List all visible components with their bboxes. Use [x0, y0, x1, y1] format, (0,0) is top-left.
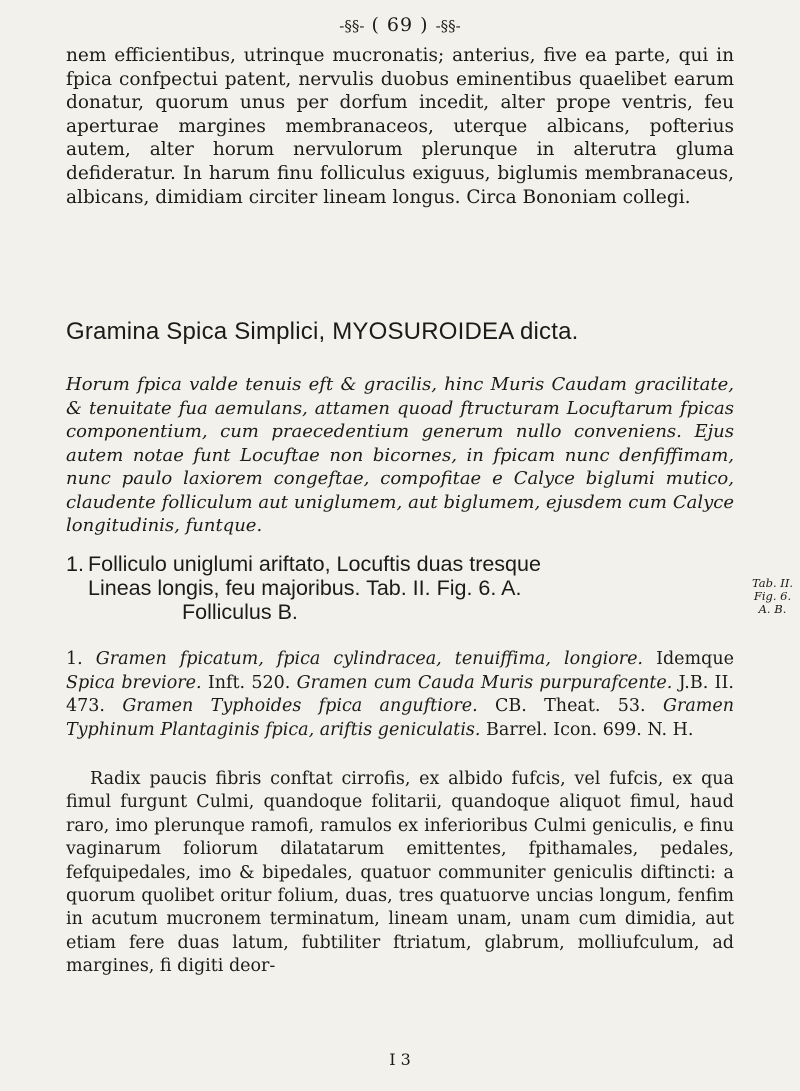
header-ornament-right: -§§- [435, 17, 461, 35]
synonym-name-4: Gramen Typhoides fpica anguftiore. [122, 696, 478, 716]
species-entry-line-1 [66, 552, 666, 576]
margin-note-line-2: A. B. [758, 602, 787, 616]
synonym-ref-1: Idemque [656, 649, 734, 669]
synonym-number: 1. [66, 649, 83, 669]
synonym-ref-4: CB. Theat. 53. [494, 696, 646, 716]
margin-note [745, 577, 800, 616]
page-number: ( 69 ) [371, 14, 429, 36]
root-description: Radix paucis fibris conftat cirrofis, ex albido fufcis, vel fufcis, ex qua fimul furgunt Culmi, quandoque folitarii, quandoque aliquot fimul, haud raro, imo plerunque ramofi, ramulos ex inferioribus Culmi geniculis, e finu vaginarum foliorum dilatatarum emittentes, fpithamales, pedales, fefquipedales, imo & bipedales, quatuor communiter geniculis diftincti: a quorum quolibet oritur folium, duas, tres quatuorve uncias longum, fenfim in acutum mucronem terminatum, lineam unam, unam cum dimidia, aut etiam fere duas latum, fubtiliter ftriatum, glabrum, molliufculum, ad margines, fi digiti deor- [66, 769, 734, 977]
species-entry [66, 552, 666, 624]
synonym-name-3: Gramen cum Cauda Muris purpurafcente. [296, 672, 673, 693]
species-entry-number: 1. [66, 552, 84, 576]
synonym-ref-5: Barrel. Icon. 699. N. H. [486, 719, 694, 740]
species-entry-text-1: Folliculo uniglumi ariftato, Locuftis duas tresque [88, 552, 541, 576]
signature-mark: I 3 [389, 1050, 411, 1069]
margin-note-line-1: Tab. II. Fig. 6. [751, 576, 794, 603]
paragraph-continuation: nem efficientibus, utrinque mucronatis; anterius, five ea parte, qui in fpica confpectui patent, nervulis duobus eminentibus quaelibet earum donatur, quorum unus per dorfum incedit, alter prope ventris, feu aperturae margines membranaceos, uterque albicans, pofterius autem, alter horum nervulorum plerunque in alterutra gluma defideratur. In harum finu folliculus exiguus, biglumis membranaceus, albicans, dimidiam circiter lineam longus. Circa Bononiam collegi. [66, 45, 734, 208]
synonym-ref-2: Inft. 520. [207, 672, 291, 693]
genus-description: Horum fpica valde tenuis eft & gracilis, hinc Muris Caudam gracilitate, & tenuitate fua aemulans, attamen quoad ftructuram Locuftarum fpicas componentium, cum praecedentium generum nullo conveniens. Ejus autem notae funt Locuftae non bicornes, in fpicam nunc denfiffimam, nunc paulo laxiorem congeftae, compofitae e Calyce biglumi mutico, claudente folliculum aut uniglumem, aut biglumem, ejusdem cum Calyce longitudinis, funtque. [66, 374, 734, 536]
page-header [0, 14, 800, 36]
synonym-name-5: Gramen Typhinum Plantaginis fpica, ariftis geniculatis. [66, 696, 734, 740]
synonym-ref-3: J.B. II. 473. [66, 672, 734, 716]
synonym-name-2: Spica breviore. [66, 672, 202, 693]
species-entry-line-3: Folliculus B. [182, 600, 298, 624]
synonym-name-1: Gramen fpicatum, fpica cylindracea, tenuiffima, longiore. [95, 649, 643, 669]
section-heading: Gramina Spica Simplici, MYOSUROIDEA dicta. [66, 318, 579, 345]
synonyms-paragraph [66, 648, 734, 742]
species-entry-line-2: Lineas longis, feu majoribus. Tab. II. Fig. 6. A. [88, 576, 522, 600]
header-ornament-left: -§§- [339, 17, 365, 35]
